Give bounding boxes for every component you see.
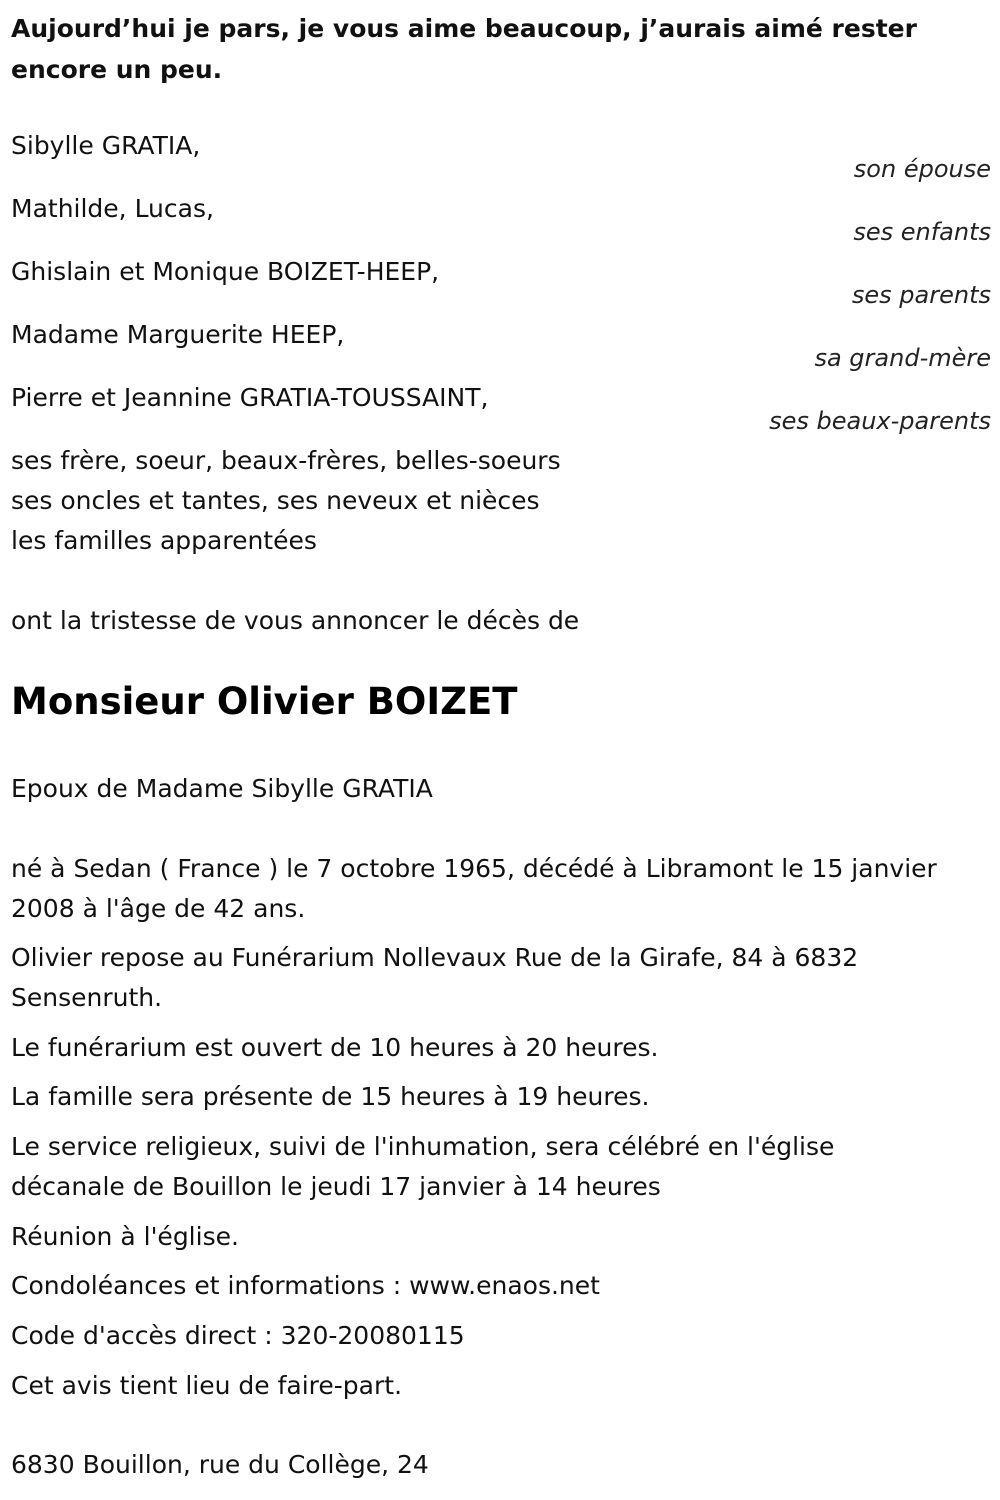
family-member-name: Sibylle GRATIA,	[11, 131, 201, 160]
access-code: Code d'accès direct : 320-20080115	[11, 1321, 465, 1350]
condolences-info: Condoléances et informations : www.enaos.net	[11, 1271, 600, 1300]
family-member-role: ses enfants	[853, 218, 991, 246]
deceased-name: Monsieur Olivier BOIZET	[11, 680, 518, 723]
spouse-line: Epoux de Madame Sibylle GRATIA	[11, 774, 433, 803]
family-member-role: ses beaux-parents	[769, 407, 991, 435]
relatives-line: ses oncles et tantes, ses neveux et nièces	[11, 486, 540, 515]
family-member-name: Pierre et Jeannine GRATIA-TOUSSAINT,	[11, 383, 489, 412]
notice-statement: Cet avis tient lieu de faire-part.	[11, 1371, 403, 1400]
family-presence: La famille sera présente de 15 heures à 19 heures.	[11, 1082, 650, 1111]
funeral-home-details: Olivier repose au Funérarium Nollevaux Rue de la Girafe, 84 à 6832 Sensenruth.	[11, 943, 859, 1012]
relatives-line: ses frère, soeur, beaux-frères, belles-soeurs	[11, 446, 561, 475]
family-member-name: Mathilde, Lucas,	[11, 194, 214, 223]
opening-quote: Aujourd’hui je pars, je vous aime beaucoup, j’aurais aimé rester encore un peu.	[11, 14, 917, 84]
family-member-role: ses parents	[851, 281, 991, 309]
service-details: Le service religieux, suivi de l'inhumation, sera célébré en l'église décanale de Bouillon le jeudi 17 janvier à 14 heures	[11, 1132, 835, 1201]
opening-hours: Le funérarium est ouvert de 10 heures à 20 heures.	[11, 1033, 659, 1062]
family-member-name: Madame Marguerite HEEP,	[11, 320, 345, 349]
announcement-text: ont la tristesse de vous annoncer le décès de	[11, 606, 580, 635]
meeting-place: Réunion à l'église.	[11, 1222, 239, 1251]
birth-death-details: né à Sedan ( France ) le 7 octobre 1965, décédé à Libramont le 15 janvier 2008 à l'âge de 42 ans.	[11, 854, 937, 923]
family-member-name: Ghislain et Monique BOIZET-HEEP,	[11, 257, 440, 286]
address-line: 6830 Bouillon, rue du Collège, 24	[11, 1450, 429, 1479]
relatives-line: les familles apparentées	[11, 526, 317, 555]
family-member-role: sa grand-mère	[814, 344, 991, 372]
obituary-notice	[11, 0, 991, 1500]
family-member-role: son épouse	[853, 155, 991, 183]
